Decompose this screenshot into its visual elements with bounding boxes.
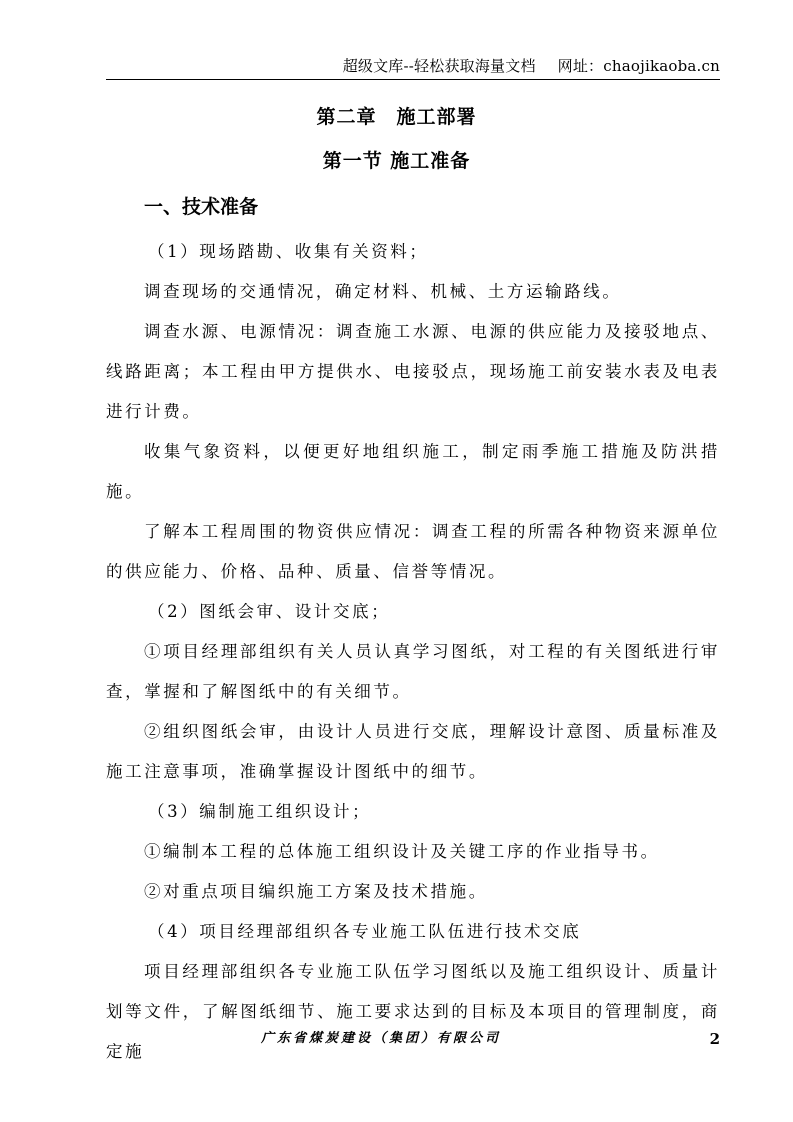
heading-technical-preparation: 一、技术准备 [144, 196, 259, 218]
chapter-title: 第二章 施工部署 [316, 106, 477, 128]
paragraph: 调查水源、电源情况：调查施工水源、电源的供应能力及接驳地点、线路距离；本工程由甲方提供水、电接驳点，现场施工前安装水表及电表进行计费。 [106, 322, 720, 421]
paragraph-item-2: （2）图纸会审、设计交底； [148, 602, 391, 621]
footer-company: 广东省煤炭建设（集团）有限公司 [261, 1031, 502, 1046]
paragraph: ①编制本工程的总体施工组织设计及关键工序的作业指导书。 [144, 842, 660, 861]
paragraph: 收集气象资料，以便更好地组织施工，制定雨季施工措施及防洪措施。 [106, 442, 720, 501]
paragraph-item-3: （3）编制施工组织设计； [148, 802, 372, 821]
header-url-label: 网址： [557, 57, 604, 75]
paragraph: 项目经理部组织各专业施工队伍学习图纸以及施工组织设计、质量计划等文件，了解图纸细节、施工要求达到的目标及本项目的管理制度，商定施 [106, 962, 720, 1061]
page-header [106, 55, 720, 80]
page-number: 2 [709, 1030, 720, 1048]
page-footer [106, 1029, 720, 1053]
paragraph-item-1: （1）现场踏勘、收集有关资料； [148, 242, 429, 261]
paragraph: 调查现场的交通情况，确定材料、机械、土方运输路线。 [144, 282, 622, 301]
header-url[interactable]: chaojikaoba.cn [603, 57, 720, 75]
header-text [343, 55, 720, 77]
paragraph-item-4: （4）项目经理部组织各专业施工队伍进行技术交底 [148, 922, 582, 941]
document-body [106, 192, 720, 1072]
header-site-name: 超级文库--轻松获取海量文档 [342, 57, 536, 75]
paragraph: ②对重点项目编织施工方案及技术措施。 [144, 882, 488, 901]
paragraph: ②组织图纸会审，由设计人员进行交底，理解设计意图、质量标准及施工注意事项，准确掌握设计图纸中的细节。 [106, 722, 720, 781]
paragraph: 了解本工程周围的物资供应情况：调查工程的所需各种物资来源单位的供应能力、价格、品种、质量、信誉等情况。 [106, 522, 720, 581]
section-title: 第一节 施工准备 [322, 150, 471, 172]
paragraph: ①项目经理部组织有关人员认真学习图纸，对工程的有关图纸进行审查，掌握和了解图纸中的有关细节。 [106, 642, 720, 701]
